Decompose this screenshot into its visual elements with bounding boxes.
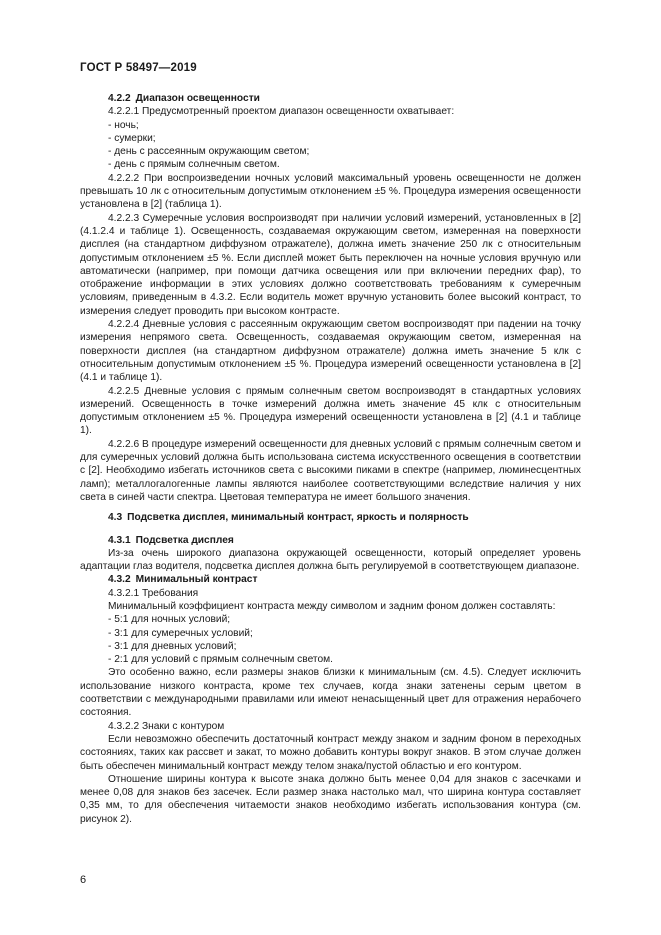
paragraph-4-2-2-5: 4.2.2.5 Дневные условия с прямым солнечным светом воспроизводят в стандартных условиях измерений. Освещенность в точке измерений должна иметь значение 45 клк с относительным допустимым отклонением ±5 %. Процедура измерений освещенности установлена в [2] (4.1 и таблице 1). bbox=[80, 385, 581, 437]
paragraph-4-2-2-3: 4.2.2.3 Сумеречные условия воспроизводят при наличии условий измерений, установленных в [2] (4.1.2.4 и таблице 1). Освещенность, создаваемая окружающим светом, измеренная на поверхности дисплея (на стандартном диффузном отражателе), должна иметь значение 250 лк с относительным допустимым отклонением ±5 %. Если дисплей может быть переключен на ночные условия вручную или автоматически (например, при помощи датчика освещения или при включении передних фар), то отображение информации в этих условиях должно соответствовать требованиям к сумеречным условиям, приведенным в 4.3.2. Если водитель может вручную установить более высокий контраст, то измерения следует проводить при высоком контрасте. bbox=[80, 212, 581, 317]
heading-4-3-1 bbox=[80, 534, 581, 547]
list-item: - 3:1 для сумеречных условий; bbox=[108, 627, 253, 639]
heading-4-3 bbox=[80, 511, 581, 524]
list-item: - 2:1 для условий с прямым солнечным светом. bbox=[108, 654, 333, 666]
heading-number: 4.3.2 bbox=[108, 574, 131, 586]
paragraph-contrast-note: Это особенно важно, если размеры знаков близки к минимальным (см. 4.5). Следует исключить использование низкого контраста, кроме тех случаев, когда знаки затенены серым цветом в соответствии с международными правилами или имеют ненасыщенный цвет для отражения нерабочего состояния. bbox=[80, 667, 581, 719]
list-item: - день с прямым солнечным светом. bbox=[108, 159, 280, 171]
document-header: ГОСТ Р 58497—2019 bbox=[80, 62, 197, 74]
paragraph-4-2-2-2: 4.2.2.2 При воспроизведении ночных условий максимальный уровень освещенности не должен превышать 10 лк с относительным допустимым отклонением ±5 %. Процедура измерения освещенности установлена в [2] (таблица 1). bbox=[80, 172, 581, 211]
list-item: - день с рассеянным окружающим светом; bbox=[108, 146, 310, 158]
page-number: 6 bbox=[80, 874, 87, 886]
heading-title: Минимальный контраст bbox=[135, 574, 258, 586]
heading-number: 4.3 bbox=[108, 512, 123, 524]
paragraph-contrast-intro: Минимальный коэффициент контраста между символом и задним фоном должен составлять: bbox=[108, 600, 556, 612]
heading-4-3-2 bbox=[80, 573, 581, 586]
list-item: - 5:1 для ночных условий; bbox=[108, 614, 231, 626]
paragraph-4-2-2-1: 4.2.2.1 Предусмотренный проектом диапазон освещенности охватывает: bbox=[108, 106, 455, 118]
paragraph-outline-1: Если невозможно обеспечить достаточный контраст между знаком и задним фоном в переходных состояниях, таких как рассвет и закат, то можно добавить контуры вокруг знаков. В этом случае должен быть обеспечен минимальный контраст между телом знака/пустой областью и его контуром. bbox=[80, 733, 581, 772]
paragraph-4-2-2-4: 4.2.2.4 Дневные условия с рассеянным окружающим светом воспроизводят при падении на точку измерения непрямого света. Освещенность, создаваемая окружающим светом, измеренная на поверхности дисплея (на стандартном диффузном отражателе) должна иметь значение 5 клк с относительным допустимым отклонением ±5 %. Процедура измерений освещенности установлена в [2] (4.1 и таблице 1). bbox=[80, 319, 581, 384]
heading-title: Подсветка дисплея, минимальный контраст, яркость и полярность bbox=[127, 512, 469, 524]
subheading-4-3-2-1: 4.3.2.1 Требования bbox=[108, 587, 199, 599]
heading-title: Диапазон освещенности bbox=[135, 93, 260, 104]
paragraph-outline-2: Отношение ширины контура к высоте знака должно быть менее 0,04 для знаков с засечками и менее 0,08 для знаков без засечек. Если размер знака настолько мал, что ширина контура составляет 0,35 мм, то для обеспечения читаемости знаков необходимо избегать использования контура (см. рисунок 2). bbox=[80, 773, 581, 825]
heading-4-2-2 bbox=[80, 92, 581, 105]
heading-title: Подсветка дисплея bbox=[135, 534, 234, 546]
list-item: - сумерки; bbox=[108, 132, 156, 144]
list-item: - ночь; bbox=[108, 119, 139, 131]
heading-number: 4.3.1 bbox=[108, 534, 131, 546]
paragraph-4-3-1: Из-за очень широкого диапазона окружающей освещенности, который определяет уровень адаптации глаз водителя, подсветка дисплея должна быть регулируемой в соответствующем диапазоне. bbox=[80, 547, 581, 573]
subheading-4-3-2-2: 4.3.2.2 Знаки с контуром bbox=[108, 720, 225, 732]
heading-number: 4.2.2 bbox=[108, 93, 131, 104]
list-item: - 3:1 для дневных условий; bbox=[108, 640, 237, 652]
page-content bbox=[80, 92, 581, 826]
paragraph-4-2-2-6: 4.2.2.6 В процедуре измерений освещенности для дневных условий с прямым солнечным светом и для сумеречных условий должна быть использована система искусственного освещения в соответствии с [2]. Необходимо избегать источников света с высокими пиками в спектре (например, люминесцентных ламп); металлогалогенные лампы являются наиболее соответствующими вследствие наличия у них света в синей части спектра. Цветовая температура не имеет большого значения. bbox=[80, 438, 581, 503]
